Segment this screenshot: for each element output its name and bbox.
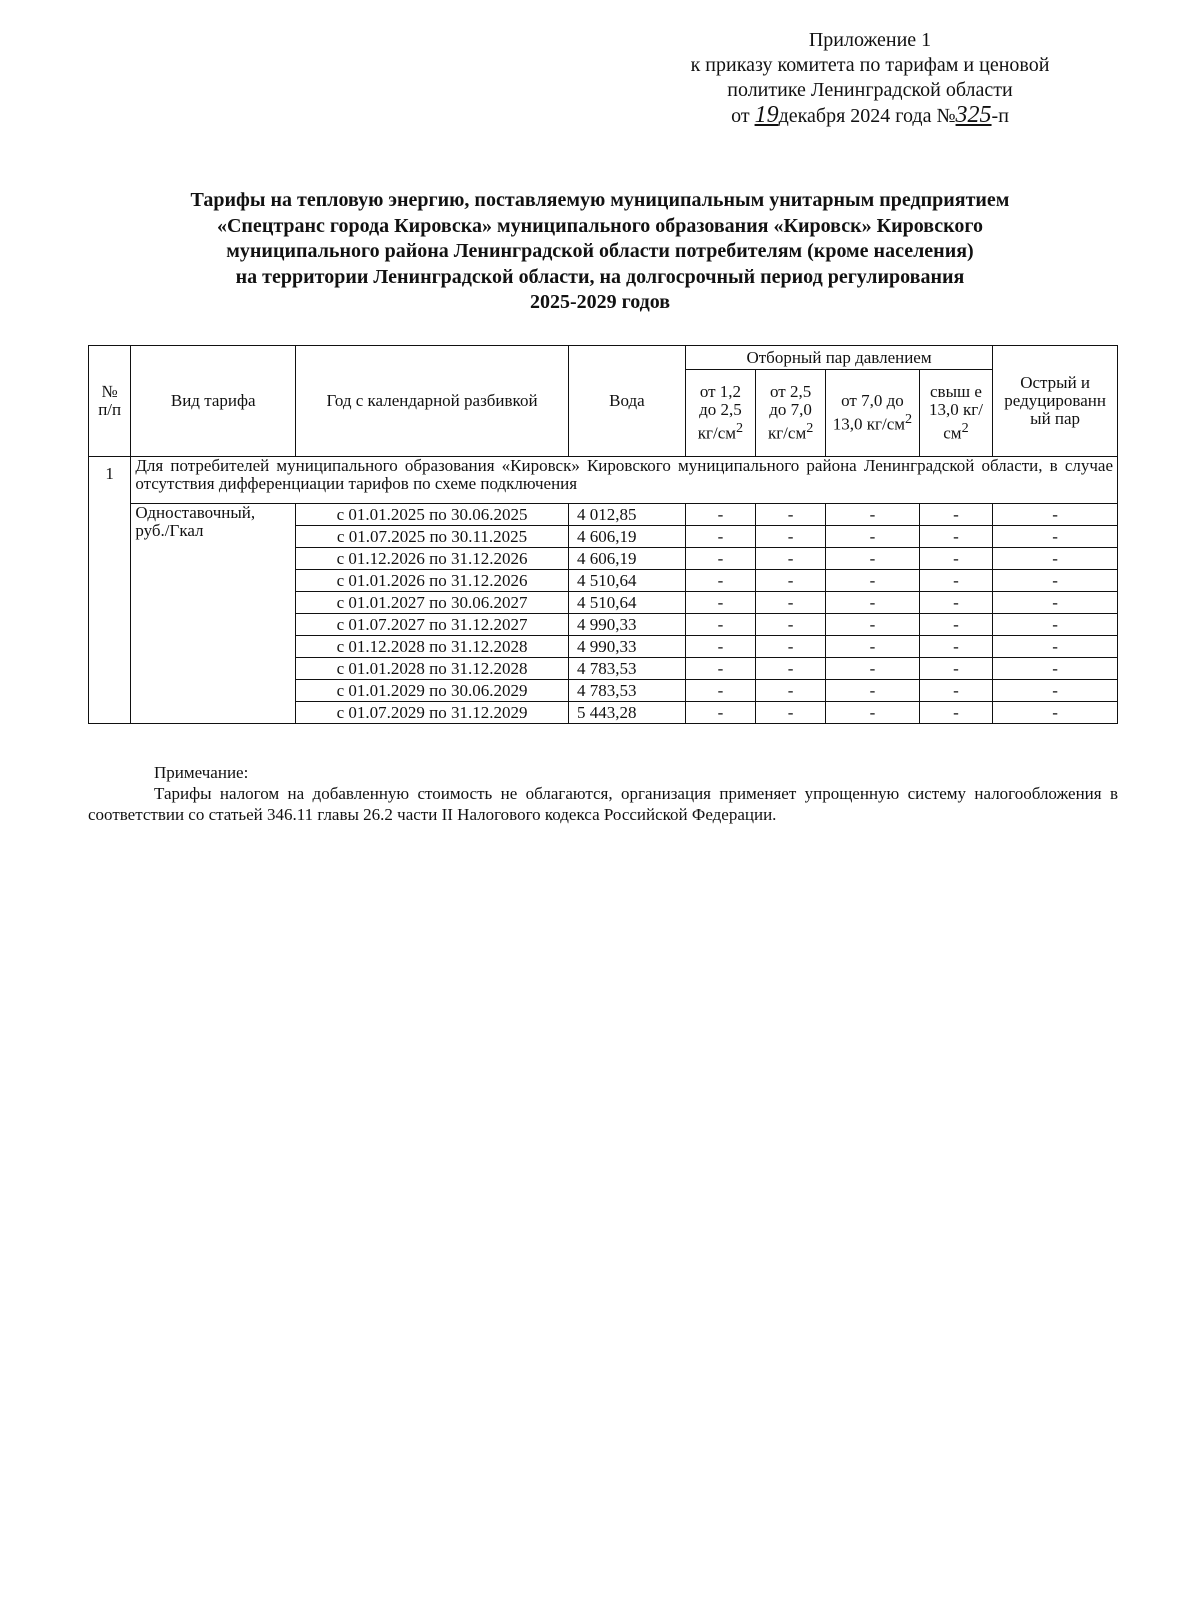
pressure-3-cell: - [826, 702, 920, 724]
header-pressure-2: от 2,5 до 7,0 $кг/см^2$ [756, 370, 826, 457]
handwritten-day: 19 [754, 102, 779, 128]
pressure-3-cell: - [826, 658, 920, 680]
pressure-4-cell: - [919, 570, 993, 592]
sharp-steam-cell: - [993, 680, 1118, 702]
pressure-1-cell: - [685, 658, 755, 680]
water-cell: 4 606,19 [568, 526, 685, 548]
water-cell: 4 783,53 [568, 680, 685, 702]
sharp-steam-cell: - [993, 504, 1118, 526]
group-description: Для потребителей муниципального образования «Кировск» Кировского муниципального района Ленинградской области, в случае отсутствия дифференциации тарифов по схеме подключения [131, 457, 1118, 504]
water-cell: 4 990,33 [568, 614, 685, 636]
appendix-committee-line: политике Ленинградской области [727, 79, 1013, 101]
pressure-1-cell: - [685, 592, 755, 614]
note-section [88, 762, 1118, 825]
pressure-4-cell: - [919, 592, 993, 614]
pressure-4-cell: - [919, 614, 993, 636]
title-line-2: «Спецтранс города Кировска» муниципального образования «Кировск» Кировского [216, 214, 984, 237]
water-cell: 5 443,28 [568, 702, 685, 724]
period-cell: с 01.01.2028 по 31.12.2028 [296, 658, 569, 680]
period-cell: с 01.07.2027 по 31.12.2027 [296, 614, 569, 636]
water-cell: 4 510,64 [568, 570, 685, 592]
pressure-4-cell: - [919, 636, 993, 658]
header-number: № п/п [89, 346, 131, 457]
pressure-2-cell: - [756, 570, 826, 592]
pressure-2-cell: - [756, 658, 826, 680]
pressure-2-cell: - [756, 592, 826, 614]
header-pressure-3: от 7,0 до 13,0 $кг/см^2$ [826, 370, 920, 457]
date-prefix: от [731, 105, 750, 127]
water-cell: 4 012,85 [568, 504, 685, 526]
pressure-2-cell: - [756, 702, 826, 724]
appendix-header [610, 28, 1130, 129]
note-text: Тарифы налогом на добавленную стоимость не облагаются, организация применяет упрощенную систему налогообложения в соответствии со статьей 346.11 главы 26.2 части II Налогового кодекса Российской Федерации. [88, 784, 1118, 824]
period-cell: с 01.12.2026 по 31.12.2026 [296, 548, 569, 570]
header-tariff-kind: Вид тарифа [131, 346, 296, 457]
period-cell: с 01.07.2029 по 31.12.2029 [296, 702, 569, 724]
pressure-3-cell: - [826, 680, 920, 702]
date-middle: декабря 2024 года № [778, 105, 956, 127]
appendix-order-line: к приказу комитета по тарифам и ценовой [690, 54, 1050, 76]
header-year: Год с календарной разбивкой [296, 346, 569, 457]
header-water: Вода [568, 346, 685, 457]
pressure-4-cell: - [919, 526, 993, 548]
pressure-2-cell: - [756, 614, 826, 636]
group-row [89, 457, 1118, 504]
tariff-table [88, 345, 1118, 724]
pressure-3-cell: - [826, 570, 920, 592]
pressure-4-cell: - [919, 702, 993, 724]
period-cell: с 01.01.2029 по 30.06.2029 [296, 680, 569, 702]
pressure-4-cell: - [919, 548, 993, 570]
sharp-steam-cell: - [993, 526, 1118, 548]
pressure-3-cell: - [826, 614, 920, 636]
period-cell: с 01.01.2027 по 30.06.2027 [296, 592, 569, 614]
title-line-1: Тарифы на тепловую энергию, поставляемую муниципальным унитарным предприятием [190, 189, 1010, 211]
sharp-steam-cell: - [993, 658, 1118, 680]
pressure-1-cell: - [685, 504, 755, 526]
period-cell: с 01.01.2026 по 31.12.2026 [296, 570, 569, 592]
header-sharp-steam: Острый и редуцированн ый пар [993, 346, 1118, 457]
sharp-steam-cell: - [993, 614, 1118, 636]
pressure-3-cell: - [826, 526, 920, 548]
pressure-1-cell: - [685, 614, 755, 636]
pressure-2-cell: - [756, 548, 826, 570]
order-number-suffix: -п [991, 105, 1009, 127]
pressure-1-cell: - [685, 526, 755, 548]
tariff-kind-cell: Одноставочный, руб./Гкал [131, 504, 296, 724]
pressure-3-cell: - [826, 504, 920, 526]
sharp-steam-cell: - [993, 702, 1118, 724]
pressure-1-cell: - [685, 702, 755, 724]
pressure-1-cell: - [685, 680, 755, 702]
pressure-3-cell: - [826, 636, 920, 658]
header-pressure-1: от 1,2 до 2,5 $кг/см^2$ [685, 370, 755, 457]
pressure-2-cell: - [756, 680, 826, 702]
sharp-steam-cell: - [993, 570, 1118, 592]
sharp-steam-cell: - [993, 636, 1118, 658]
water-cell: 4 783,53 [568, 658, 685, 680]
pressure-3-cell: - [826, 548, 920, 570]
period-cell: с 01.01.2025 по 30.06.2025 [296, 504, 569, 526]
header-pressure-4: свыш е 13,0 $кг/см^2$ [919, 370, 993, 457]
group-number: 1 [89, 457, 131, 724]
pressure-2-cell: - [756, 636, 826, 658]
pressure-1-cell: - [685, 636, 755, 658]
pressure-4-cell: - [919, 680, 993, 702]
pressure-1-cell: - [685, 548, 755, 570]
sharp-steam-cell: - [993, 548, 1118, 570]
table-row [89, 504, 1118, 526]
appendix-title: Приложение 1 [808, 29, 932, 51]
pressure-4-cell: - [919, 658, 993, 680]
title-line-4: на территории Ленинградской области, на долгосрочный период регулирования [235, 265, 965, 288]
handwritten-order-number: 325 [955, 102, 992, 128]
period-cell: с 01.07.2025 по 30.11.2025 [296, 526, 569, 548]
sharp-steam-cell: - [993, 592, 1118, 614]
title-line-5: 2025-2029 годов [529, 291, 671, 313]
pressure-4-cell: - [919, 504, 993, 526]
period-cell: с 01.12.2028 по 31.12.2028 [296, 636, 569, 658]
note-heading: Примечание: [154, 763, 249, 782]
water-cell: 4 606,19 [568, 548, 685, 570]
appendix-date-line [610, 103, 1130, 129]
water-cell: 4 990,33 [568, 636, 685, 658]
pressure-2-cell: - [756, 504, 826, 526]
pressure-3-cell: - [826, 592, 920, 614]
header-steam-group: Отборный пар давлением [685, 346, 992, 370]
pressure-1-cell: - [685, 570, 755, 592]
title-line-3: муниципального района Ленинградской области потребителям (кроме населения) [226, 240, 974, 262]
document-title [70, 188, 1130, 316]
water-cell: 4 510,64 [568, 592, 685, 614]
pressure-2-cell: - [756, 526, 826, 548]
